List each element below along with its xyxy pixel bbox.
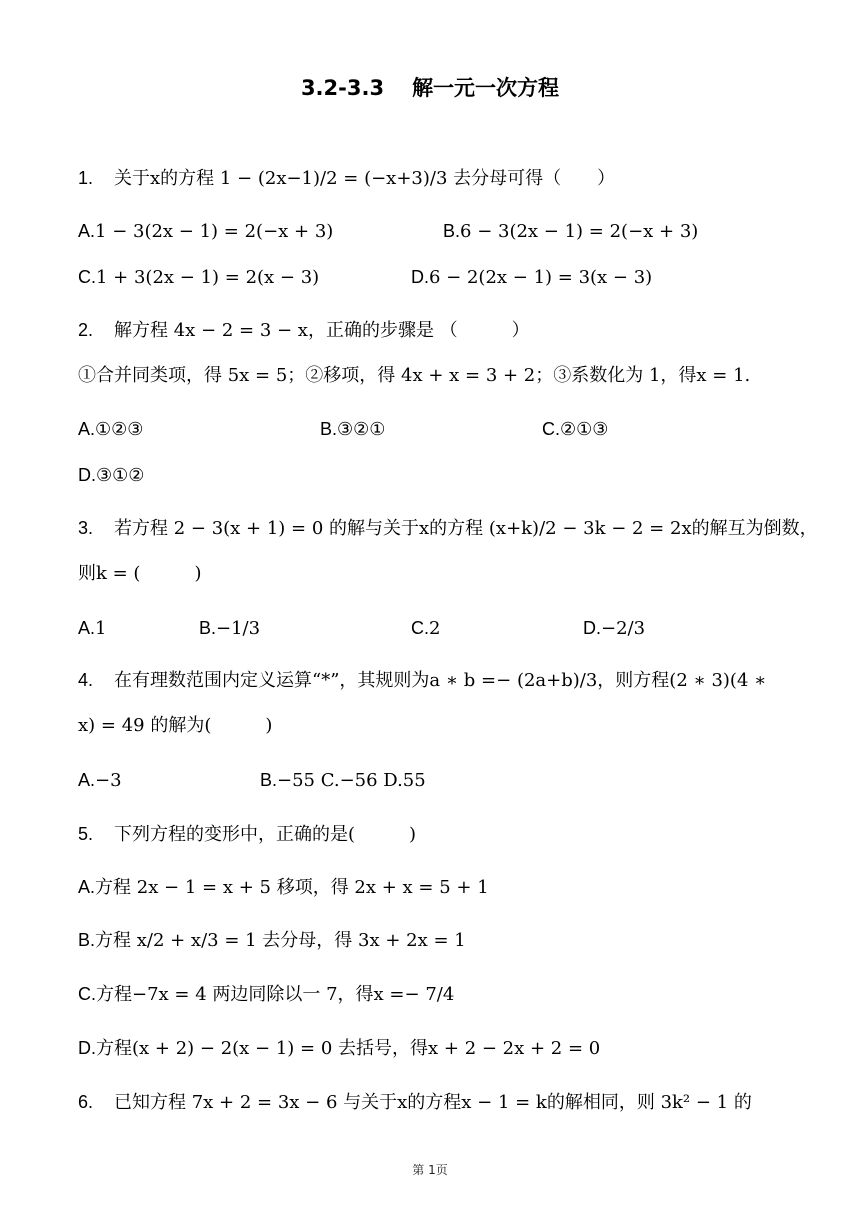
- option-b: B.−1/3: [199, 618, 261, 639]
- question-3: [78, 514, 818, 543]
- question-6: [78, 1088, 752, 1117]
- question-text: 在有理数范围内定义运算“*”，其规则为a ∗ b =− (2a+b)/3，则方程(2 ∗ 3)(4 ∗: [114, 670, 767, 691]
- option-b: B.6 − 3(2x − 1) = 2(−x + 3): [443, 221, 699, 242]
- option-c: C.2: [411, 618, 441, 639]
- title-text: 解一元一次方程: [412, 76, 560, 100]
- option-d: D.−2/3: [583, 618, 646, 639]
- question-text: 关于x的方程 1 − (2x−1)/2 = (−x+3)/3 去分母可得（ ）: [114, 168, 616, 189]
- question-number: 5.: [78, 824, 94, 844]
- question-2-steps: ①合并同类项，得 5x = 5；②移项，得 4x + x = 3 + 2；③系数化为 1，得x = 1.: [78, 365, 751, 386]
- question-2: [78, 316, 530, 345]
- option-c: C.②①③: [542, 419, 609, 440]
- option-b: B.−55 C.−56 D.55: [260, 770, 426, 791]
- option-a: A.1: [78, 618, 107, 639]
- question-1: [78, 164, 615, 193]
- question-number: 6.: [78, 1092, 94, 1112]
- question-text: 已知方程 7x + 2 = 3x − 6 与关于x的方程x − 1 = k的解相同，则 3k² − 1 的: [114, 1092, 752, 1113]
- question-4: [78, 666, 766, 695]
- option-b: B.③②①: [320, 419, 386, 440]
- option-d: D.方程(x + 2) − 2(x − 1) = 0 去括号，得x + 2 − 2x + 2 = 0: [78, 1038, 601, 1059]
- question-text: 解方程 4x − 2 = 3 − x，正确的步骤是 （ ）: [114, 320, 530, 341]
- option-d: D.③①②: [78, 465, 145, 486]
- option-b: B.方程 x/2 + x/3 = 1 去分母，得 3x + 2x = 1: [78, 930, 466, 951]
- option-a: A.①②③: [78, 419, 144, 440]
- question-5: [78, 820, 416, 849]
- question-text: 下列方程的变形中，正确的是( ): [114, 824, 417, 845]
- question-number: 1.: [78, 168, 94, 188]
- option-c: C.方程−7x = 4 两边同除以一 7，得x =− 7/4: [78, 984, 455, 1005]
- question-number: 2.: [78, 320, 94, 340]
- question-number: 3.: [78, 518, 94, 538]
- option-d: D.6 − 2(2x − 1) = 3(x − 3): [411, 267, 653, 288]
- title-range: 3.2-3.3: [300, 76, 385, 100]
- page-footer: 第 1页: [412, 1163, 448, 1177]
- option-a: A.方程 2x − 1 = x + 5 移项，得 2x + x = 5 + 1: [78, 877, 489, 898]
- option-c: C.1 + 3(2x − 1) = 2(x − 3): [78, 267, 320, 288]
- question-3-line2: 则k = ( ): [78, 563, 202, 584]
- question-text: 若方程 2 − 3(x + 1) = 0 的解与关于x的方程 (x+k)/2 − 3k − 2 = 2x的解互为倒数，: [114, 518, 818, 539]
- page-title: [0, 72, 860, 102]
- question-number: 4.: [78, 670, 94, 690]
- option-a: A.1 − 3(2x − 1) = 2(−x + 3): [78, 221, 334, 242]
- option-a: A.−3: [78, 770, 122, 791]
- question-4-line2: x) = 49 的解为( ): [78, 715, 273, 736]
